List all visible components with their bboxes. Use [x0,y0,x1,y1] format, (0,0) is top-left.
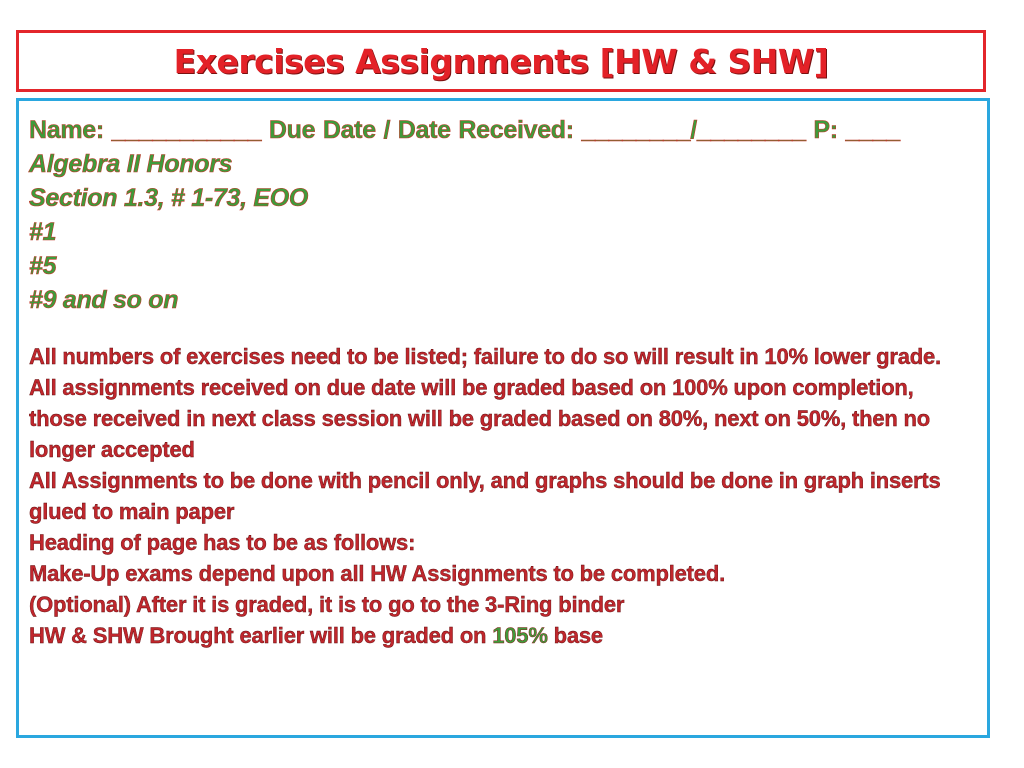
spacer [29,317,977,341]
rule-early-bonus [29,620,977,651]
example-9: #9 and so on [29,286,179,314]
rule-heading: Heading of page has to be as follows: [29,530,416,555]
rule-grading-schedule: All assignments received on due date will be graded based on 100% upon completion, those received in next class session will be graded based on 80%, next on 50%, then no longer accepted [29,375,930,462]
content-box [16,98,990,738]
course-name: Algebra II Honors [29,150,233,178]
name-due-date-line: Name: ___________ Due Date / Date Received: ________/________ P: ____ [29,116,900,144]
rule-binder: (Optional) After it is graded, it is to go to the 3-Ring binder [29,592,625,617]
example-1: #1 [29,218,57,246]
rule-list-numbers: All numbers of exercises need to be listed; failure to do so will result in 10% lower grade. [29,344,941,369]
title-box [16,30,986,92]
example-5: #5 [29,252,57,280]
bonus-percent-highlight: 105% [492,623,548,648]
rule-makeup-exams: Make-Up exams depend upon all HW Assignments to be completed. [29,561,725,586]
slide-title: Exercises Assignments [HW & SHW] [173,41,829,81]
rule-pencil-graphs: All Assignments to be done with pencil only, and graphs should be done in graph inserts glued to main paper [29,468,941,524]
section-line: Section 1.3, # 1-73, EOO [29,184,309,212]
rule-early-after: base [547,623,603,648]
rule-early-before: HW & SHW Brought earlier will be graded on [29,623,493,648]
